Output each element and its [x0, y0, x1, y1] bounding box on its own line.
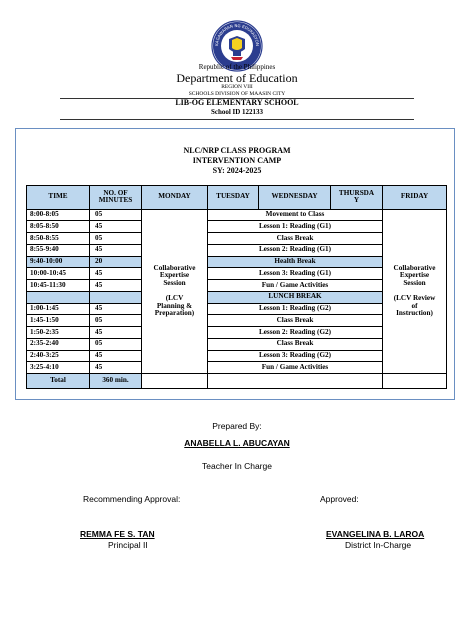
- recommender-name: REMMA FE S. TAN: [80, 529, 155, 539]
- table-row: 8:50-8:55 05 Class Break: [27, 233, 447, 245]
- approved-label: Approved:: [320, 494, 359, 504]
- table-row: 3:25-4:10 45 Fun / Game Activities: [27, 362, 447, 374]
- table-row: 10:00-10:45 45 Lesson 3: Reading (G1): [27, 268, 447, 280]
- header-tuesday: TUESDAY: [208, 186, 259, 210]
- table-row: 1:50-2:35 45 Lesson 2: Reading (G2): [27, 327, 447, 339]
- preparer-name: ANABELLA L. ABUCAYAN: [184, 438, 290, 448]
- table-row: 10:45-11:30 45 Fun / Game Activities: [27, 280, 447, 292]
- program-title: NLC/NRP CLASS PROGRAM: [183, 146, 291, 155]
- total-label: Total: [27, 374, 90, 389]
- program-subtitle: INTERVENTION CAMP: [192, 156, 282, 165]
- preparer-title: Teacher In Charge: [202, 461, 272, 471]
- table-total-row: [27, 374, 447, 389]
- table-row: 1:45-1:50 05 Class Break: [27, 315, 447, 327]
- department-label: Department of Education: [176, 71, 298, 85]
- table-row: 9:40-10:00 20 Health Break: [27, 256, 447, 268]
- header-monday: MONDAY: [142, 186, 208, 210]
- table-row: 8:05-8:50 45 Lesson 1: Reading (G1): [27, 221, 447, 233]
- division-label: SCHOOLS DIVISION OF MAASIN CITY: [188, 91, 286, 97]
- republic-label: Republic of the Philippines: [198, 63, 276, 71]
- program-school-year: SY: 2024-2025: [212, 166, 262, 175]
- table-row: LUNCH BREAK: [27, 291, 447, 303]
- school-id: School ID 122133: [210, 108, 264, 116]
- monday-session-cell: Collaborative Expertise Session (LCV Planning & Preparation): [142, 209, 208, 374]
- friday-session-cell: Collaborative Expertise Session (LCV Review of Instruction): [383, 209, 447, 374]
- recommending-approval-label: Recommending Approval:: [83, 494, 181, 504]
- table-header-row: [27, 186, 447, 210]
- header-friday: FRIDAY: [383, 186, 447, 210]
- table-row: 1:00-1:45 45 Lesson 1: Reading (G2): [27, 303, 447, 315]
- total-minutes: 360 min.: [90, 374, 142, 389]
- prepared-by-label: Prepared By:: [212, 421, 262, 431]
- approver-title: District In-Charge: [345, 540, 412, 550]
- header-wednesday: WEDNESDAY: [259, 186, 331, 210]
- class-program-table: [26, 185, 447, 389]
- header-minutes: NO. OF MINUTES: [90, 186, 142, 210]
- table-row: 8:00-8:05 05 Collaborative Expertise Session (LCV Planning & Preparation) Movement to Class Collaborative Expertise Session (LCV Review of Instruction): [27, 209, 447, 221]
- table-row: 2:40-3:25 45 Lesson 3: Reading (G2): [27, 350, 447, 362]
- approver-name: EVANGELINA B. LAROA: [326, 529, 425, 539]
- recommender-title: Principal II: [108, 540, 148, 550]
- svg-text:KAGAWARAN NG EDUKASYON: KAGAWARAN NG EDUKASYON: [213, 22, 261, 47]
- header-rule-2: [60, 119, 414, 120]
- header-thursday: THURSDA Y: [331, 186, 383, 210]
- table-row: 2:35-2:40 05 Class Break: [27, 338, 447, 350]
- header-time: TIME: [27, 186, 90, 210]
- table-row: 8:55-9:40 45 Lesson 2: Reading (G1): [27, 244, 447, 256]
- school-name: LIB-OG ELEMENTARY SCHOOL: [175, 98, 299, 107]
- region-label: REGION VIII: [221, 84, 253, 90]
